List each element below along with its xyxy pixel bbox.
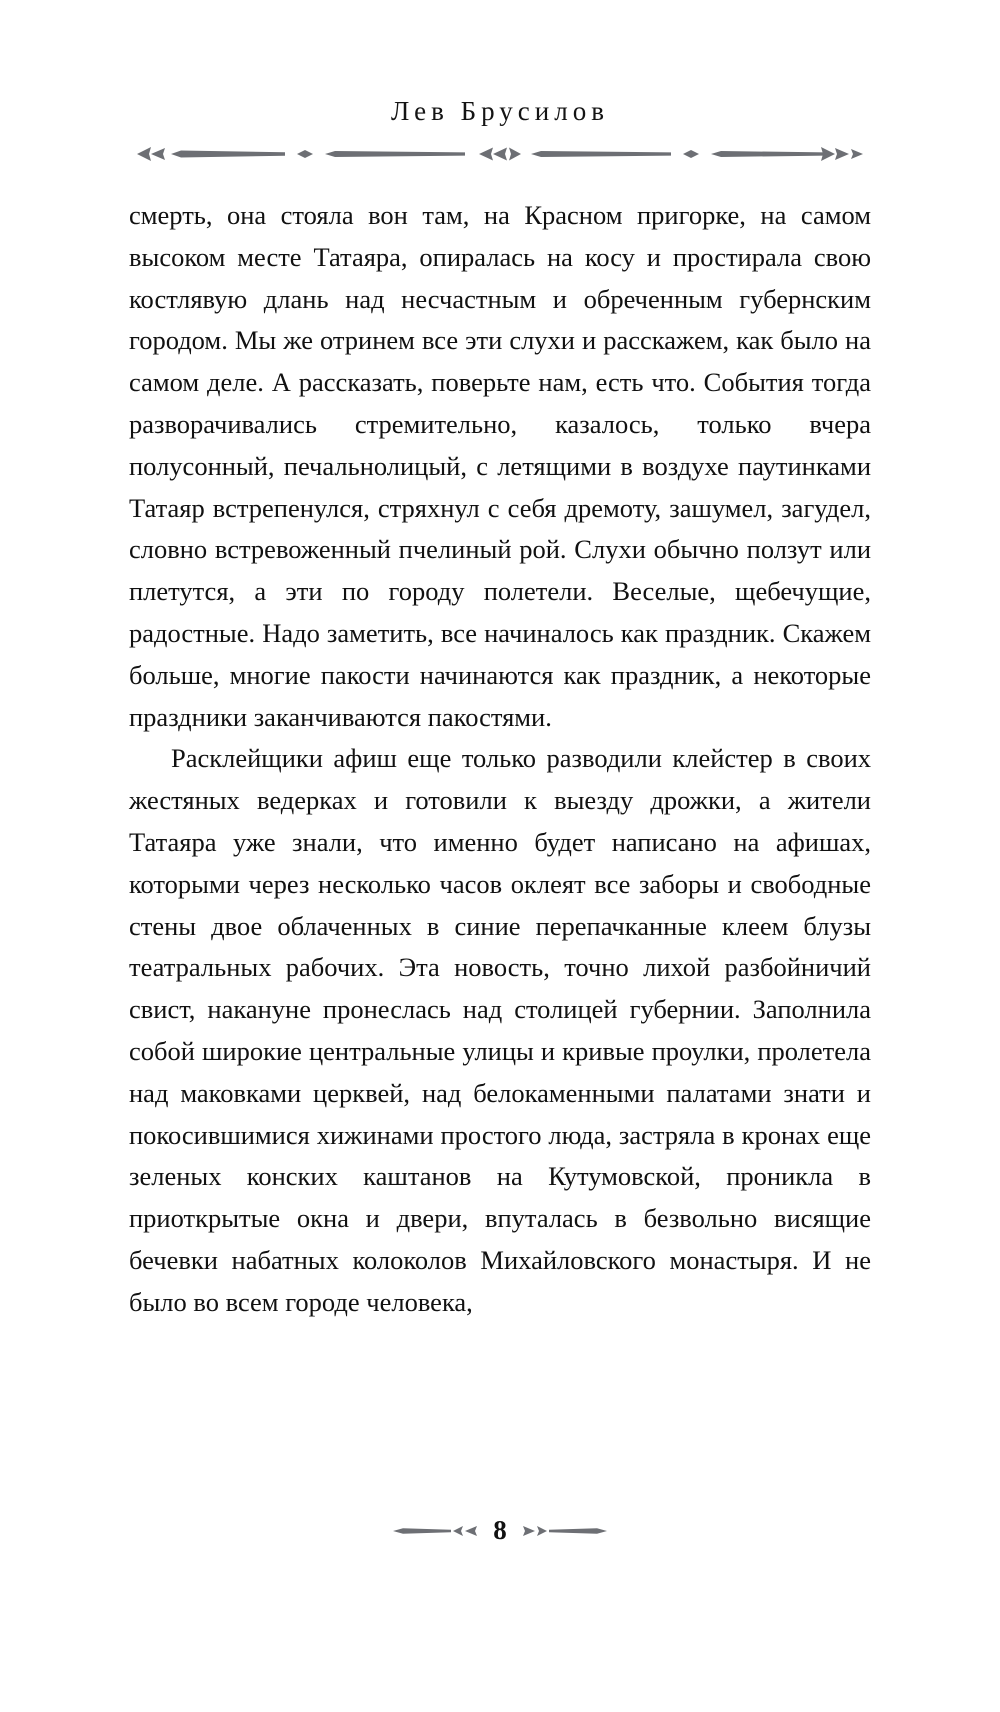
diamond-arrow-right-ornament xyxy=(521,1522,607,1540)
page-number: 8 xyxy=(493,1515,507,1545)
paragraph: смерть, она стояла вон там, на Красном пригорке, на самом высоком месте Татаяра, опиралась на косу и простирала свою костлявую длань над несчастным и обреченным губернским городом. Мы же отринем все эти слухи и расскажем, как было на самом деле. А рассказать, поверьте нам, есть что. События тогда разворачивались стремительно, казалось, только вчера полусонный, печальнолицый, с летящими в воздухе паутинками Татаяр встрепенулся, стряхнул с себя дремоту, зашумел, загудел, словно встревоженный пчелиный рой. Слухи обычно ползут или плетутся, а эти по городу полетели. Веселые, щебечущие, радостные. Надо заметить, все начиналось как праздник. Скажем больше, многие пакости начинаются как праздник, а некоторые праздники заканчиваются пакостями. xyxy=(129,200,871,732)
diamond-rule-ornament xyxy=(135,143,865,165)
paragraph: Расклейщики афиш еще только разводили клейстер в своих жестяных ведерках и готовили к выезду дрожки, а жители Татаяра уже знали, что именно будет написано на афишах, которыми через несколько часов оклеят все заборы и свободные стены двое облаченных в синие перепачканные клеем блузы театральных рабочих. Эта новость, точно лихой разбойничий свист, накануне пронеслась над столицей губернии. Заполнила собой широкие центральные улицы и кривые проулки, пролетела над маковками церквей, над белокаменными палатами знати и покосившимися хижинами простого люда, застряла в кронах еще зеленых конских каштанов на Кутумовской, проникла в приоткрытые окна и двери, впуталась в безвольно висящие бечевки набатных колоколов Михайловского монастыря. И не было во всем городе человека, xyxy=(129,743,871,1317)
page-footer xyxy=(0,1517,1000,1544)
body-text xyxy=(129,195,871,1324)
header-ornament-rule xyxy=(135,143,865,165)
page-title: Лев Брусилов xyxy=(391,96,609,126)
diamond-arrow-left-ornament xyxy=(393,1522,479,1540)
book-page xyxy=(0,96,1000,1712)
